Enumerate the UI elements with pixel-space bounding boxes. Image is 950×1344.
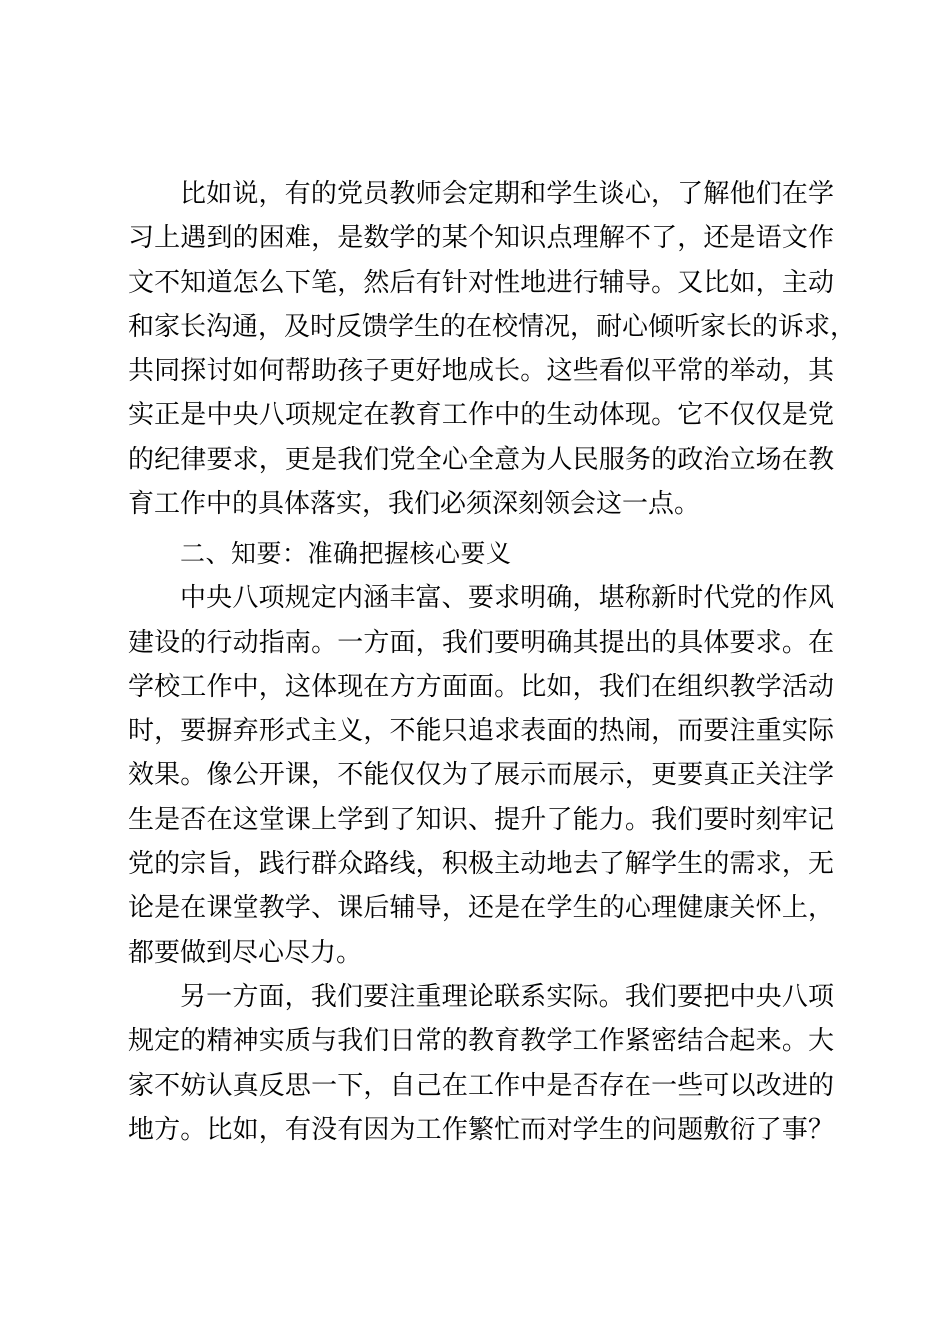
text-line: 都要做到尽心尽力。	[128, 937, 363, 968]
section-body	[128, 532, 834, 1152]
text-line: 学校工作中，这体现在方方面面。比如，我们在组织教学活动	[128, 671, 834, 702]
text-line: 家不妨认真反思一下，自己在工作中是否存在一些可以改进的	[128, 1070, 834, 1101]
text-line: 时，要摒弃形式主义，不能只追求表面的热闹，而要注重实际	[128, 716, 834, 747]
text-line: 的纪律要求，更是我们党全心全意为人民服务的政治立场在教	[128, 444, 834, 475]
text-line: 文不知道怎么下笔，然后有针对性地进行辅导。又比如，主动	[128, 267, 834, 298]
text-line: 另一方面，我们要注重理论联系实际。我们要把中央八项	[180, 981, 834, 1012]
text-line: 习上遇到的困难，是数学的某个知识点理解不了，还是语文作	[128, 223, 834, 254]
text-line: 比如说，有的党员教师会定期和学生谈心，了解他们在学	[180, 179, 834, 209]
text-line: 地方。比如，有没有因为工作繁忙而对学生的问题敷衍了事？	[128, 1114, 834, 1145]
text-line: 党的宗旨，践行群众路线，积极主动地去了解学生的需求，无	[128, 849, 834, 880]
text-line: 和家长沟通，及时反馈学生的在校情况，耐心倾听家长的诉求，	[128, 311, 857, 342]
text-line: 效果。像公开课，不能仅仅为了展示而展示，更要真正关注学	[128, 760, 834, 791]
section-heading: 二、知要：准确把握核心要义	[180, 539, 512, 568]
text-line: 生是否在这堂课上学到了知识、提升了能力。我们要时刻牢记	[128, 804, 834, 835]
text-line: 规定的精神实质与我们日常的教育教学工作紧密结合起来。大	[128, 1026, 834, 1057]
text-line: 实正是中央八项规定在教育工作中的生动体现。它不仅仅是党	[128, 400, 834, 431]
text-line: 共同探讨如何帮助孩子更好地成长。这些看似平常的举动，其	[128, 356, 834, 387]
text-line: 论是在课堂教学、课后辅导，还是在学生的心理健康关怀上，	[128, 893, 834, 924]
text-line: 育工作中的具体落实，我们必须深刻领会这一点。	[128, 489, 701, 520]
paragraph-1	[128, 172, 857, 526]
text-line: 中央八项规定内涵丰富、要求明确，堪称新时代党的作风	[180, 583, 834, 614]
text-line: 建设的行动指南。一方面，我们要明确其提出的具体要求。在	[128, 627, 834, 658]
